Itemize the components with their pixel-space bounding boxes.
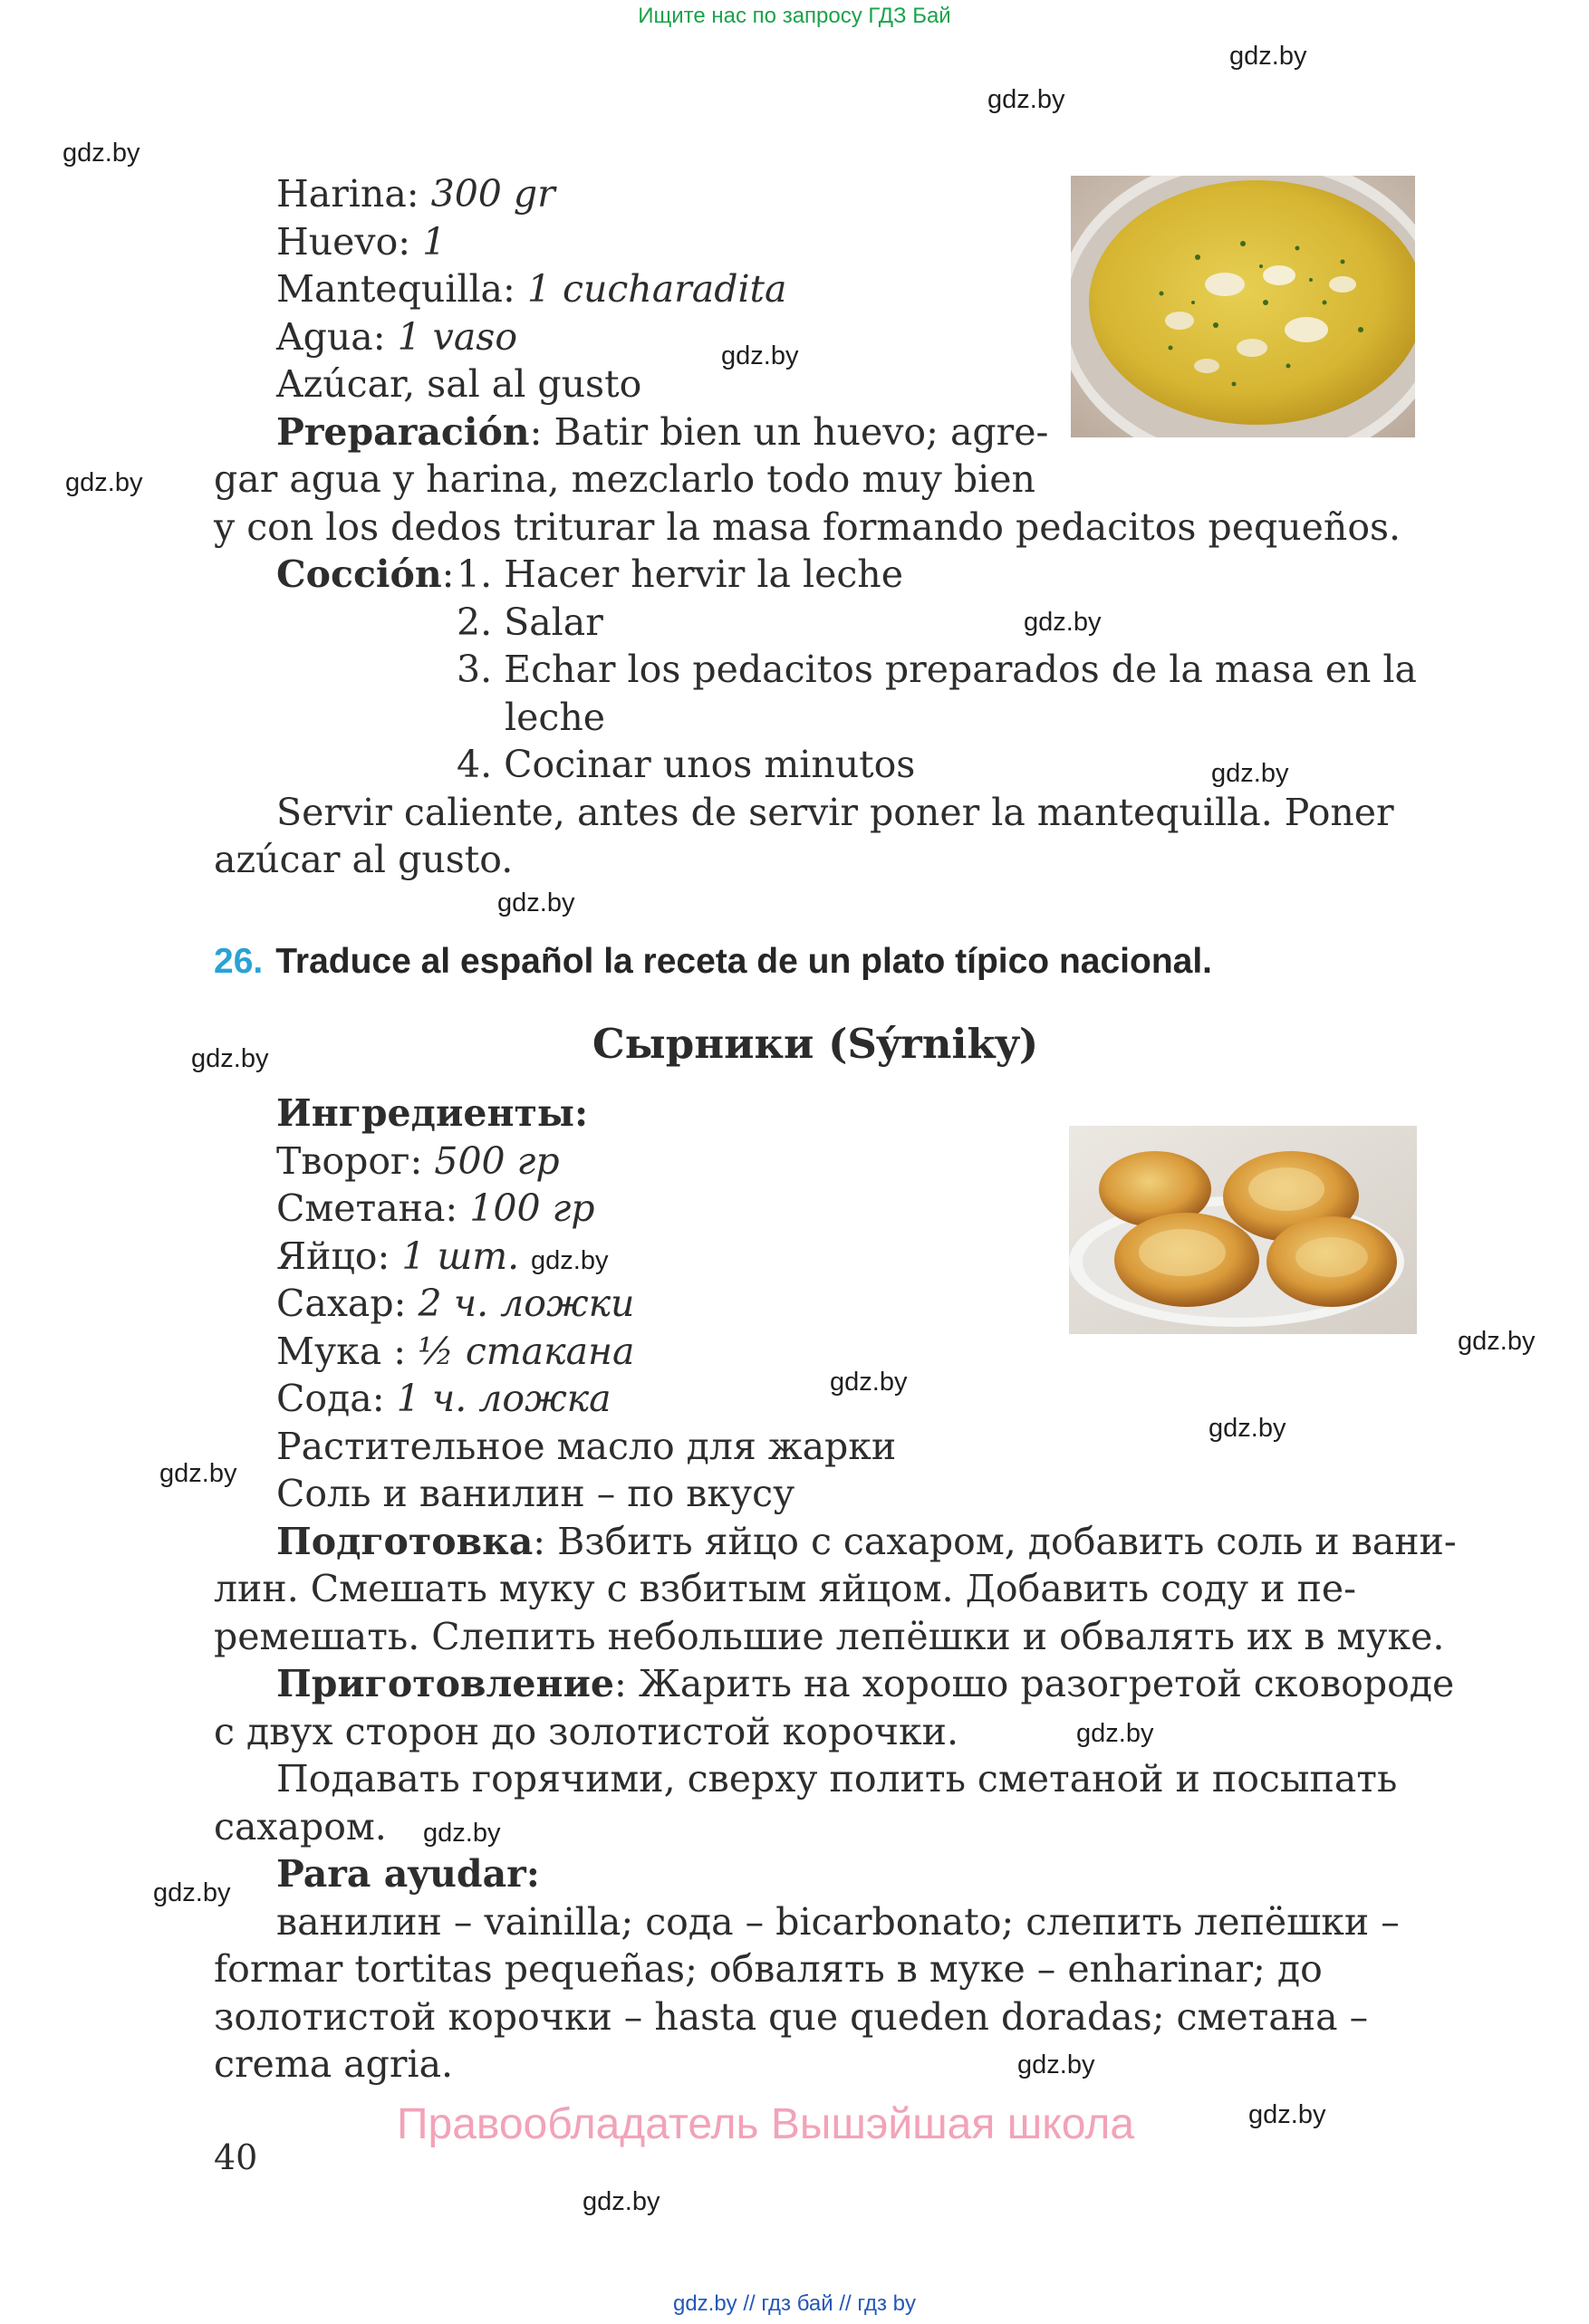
cooking-line: с двух сторон до золотистой корочки. bbox=[214, 1710, 958, 1753]
bottom-banner[interactable]: gdz.by // гдз бай // гдз by bbox=[672, 2291, 917, 2316]
watermark: gdz.by bbox=[721, 341, 799, 370]
help-label: Para ayudar: bbox=[276, 1852, 540, 1896]
watermark: gdz.by bbox=[153, 1878, 231, 1907]
ingredient-line: Соль и ванилин – по вкусу bbox=[276, 1472, 795, 1515]
coccion-label: Cocción: bbox=[276, 552, 455, 596]
task-heading: 26. Traduce al español la receta de un plato típico nacional. bbox=[214, 942, 1213, 981]
watermark: gdz.by bbox=[1229, 42, 1307, 71]
watermark: gdz.by bbox=[423, 1819, 501, 1848]
help-line: crema agria. bbox=[214, 2042, 454, 2086]
watermark: gdz.by bbox=[65, 468, 143, 497]
watermark: gdz.by bbox=[531, 1246, 609, 1275]
ingredient-line: Растительное масло для жарки bbox=[276, 1425, 897, 1468]
watermark: gdz.by bbox=[830, 1368, 908, 1397]
copyright-notice: Правообладатель Вышэйшая школа bbox=[397, 2100, 1135, 2148]
ingredient-line: Huevo: 1 bbox=[276, 220, 447, 264]
soup-photo bbox=[1071, 176, 1415, 437]
watermark: gdz.by bbox=[497, 888, 575, 917]
watermark: gdz.by bbox=[159, 1459, 237, 1488]
preparation-line: Подготовка: Взбить яйцо с сахаром, добавить соль и вани- bbox=[276, 1520, 1457, 1563]
ingredients-label: Ингредиенты: bbox=[276, 1091, 589, 1135]
serving-line: Servir caliente, antes de servir poner la mantequilla. Poner bbox=[276, 791, 1394, 834]
ingredient-line: Мука : ½ стакана bbox=[276, 1330, 635, 1373]
watermark: gdz.by bbox=[1211, 759, 1289, 788]
cooking-step: 4. Cocinar unos minutos bbox=[457, 743, 916, 786]
watermark: gdz.by bbox=[987, 85, 1065, 114]
ingredient-line: Творог: 500 гр bbox=[276, 1139, 560, 1183]
preparation-line: Preparación: Batir bien un huevo; agre- bbox=[276, 410, 1049, 454]
ingredient-line: Agua: 1 vaso bbox=[276, 315, 518, 359]
watermark: gdz.by bbox=[1209, 1414, 1286, 1443]
help-line: ванилин – vainilla; сода – bicarbonato; слепить лепёшки – bbox=[276, 1900, 1400, 1944]
watermark: gdz.by bbox=[1458, 1327, 1536, 1356]
serving-line: azúcar al gusto. bbox=[214, 838, 514, 881]
watermark: gdz.by bbox=[1017, 2050, 1095, 2079]
ingredient-line: Сметана: 100 гр bbox=[276, 1186, 595, 1230]
preparation-line: лин. Смешать муку с взбитым яйцом. Добавить соду и пе- bbox=[214, 1567, 1357, 1610]
recipe-title: Сырники (Sýrniky) bbox=[592, 1020, 1039, 1068]
ingredient-line: Harina: 300 gr bbox=[276, 172, 555, 216]
ingredient-line: Яйцо: 1 шт. bbox=[276, 1234, 520, 1278]
serving-line: сахаром. bbox=[214, 1805, 387, 1849]
watermark: gdz.by bbox=[1024, 608, 1102, 637]
preparation-line: gar agua y harina, mezclarlo todo muy bien bbox=[214, 457, 1035, 501]
ingredient-line: Сода: 1 ч. ложка bbox=[276, 1377, 612, 1420]
ingredient-line: Сахар: 2 ч. ложки bbox=[276, 1282, 635, 1325]
syrniki-photo bbox=[1069, 1126, 1417, 1334]
cooking-step: 2. Salar bbox=[457, 600, 603, 644]
preparation-line: y con los dedos triturar la masa formando pedacitos pequeños. bbox=[214, 505, 1401, 549]
ingredient-line: Mantequilla: 1 cucharadita bbox=[276, 267, 787, 311]
cooking-step: 1. Hacer hervir la leche bbox=[457, 552, 903, 596]
help-line: formar tortitas pequeñas; обвалять в муке – enharinar; до bbox=[214, 1947, 1323, 1991]
serving-line: Подавать горячими, сверху полить сметаной и посыпать bbox=[276, 1757, 1398, 1801]
cooking-line: Приготовление: Жарить на хорошо разогретой сковороде bbox=[276, 1662, 1455, 1705]
page-number: 40 bbox=[214, 2137, 258, 2177]
watermark: gdz.by bbox=[63, 139, 140, 168]
watermark: gdz.by bbox=[583, 2187, 660, 2216]
preparation-line: ремешать. Слепить небольшие лепёшки и обвалять их в муке. bbox=[214, 1615, 1445, 1658]
ingredient-line: Azúcar, sal al gusto bbox=[276, 362, 642, 406]
watermark: gdz.by bbox=[1076, 1719, 1154, 1748]
cooking-step: 3. Echar los pedacitos preparados de la masa en la bbox=[457, 648, 1417, 691]
watermark: gdz.by bbox=[1248, 2100, 1326, 2129]
top-banner[interactable]: Ищите нас по запросу ГДЗ Бай bbox=[638, 4, 951, 28]
help-line: золотистой корочки – hasta que queden doradas; сметана – bbox=[214, 1995, 1369, 2039]
watermark: gdz.by bbox=[191, 1044, 269, 1073]
cooking-step: leche bbox=[505, 696, 606, 739]
